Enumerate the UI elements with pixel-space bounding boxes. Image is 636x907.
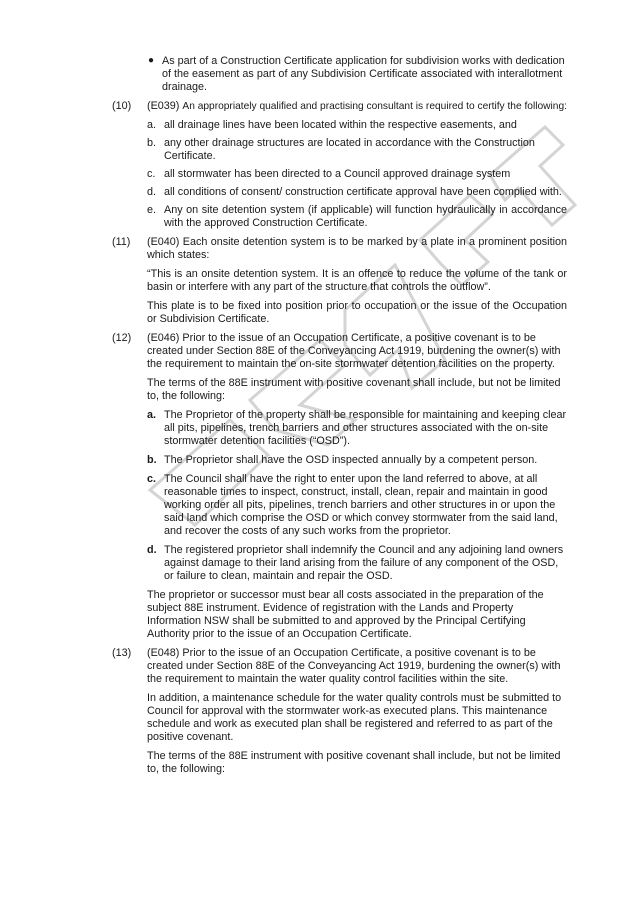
condition-11 xyxy=(112,236,567,326)
condition-number: (12) xyxy=(112,332,132,344)
list-item-text: all conditions of consent/ construction certificate approval have been complied with. xyxy=(164,186,562,198)
list-letter: b. xyxy=(147,454,157,466)
condition-13-terms: The terms of the 88E instrument with positive covenant shall include, but not be limited to, the following: xyxy=(147,750,561,775)
condition-10-list xyxy=(147,119,567,230)
list-item-text: all drainage lines have been located within the respective easements, and xyxy=(164,119,517,131)
list-item xyxy=(147,473,567,538)
list-letter: b. xyxy=(147,137,157,149)
list-item xyxy=(147,168,567,181)
condition-11-quote: “This is an onsite detention system. It is an offence to reduce the volume of the tank or basin or interfere with any part of the structure that controls the outflow”. xyxy=(147,268,567,293)
list-item xyxy=(147,204,567,230)
condition-number: (10) xyxy=(112,100,132,112)
condition-number: (13) xyxy=(112,647,132,659)
list-item xyxy=(147,409,567,448)
condition-12-list xyxy=(147,409,567,583)
intro-bullet xyxy=(112,55,567,94)
condition-12-after: The proprietor or successor must bear all costs associated in the preparation of the subject 88E instrument. Evidence of registration with the Lands and Property Information NSW shall be submitted to and approved by the Principal Certifying Authority prior to the issue of an Occupation Certificate. xyxy=(147,589,544,640)
list-item xyxy=(147,544,567,583)
condition-13 xyxy=(112,647,567,776)
condition-10 xyxy=(112,100,567,230)
condition-13-maintenance: In addition, a maintenance schedule for the water quality controls must be submitted to Council for approval with the stormwater work-as executed plans. This maintenance schedule and work as executed plan shall be registered and referred to as part of the positive covenant. xyxy=(147,692,562,743)
condition-12 xyxy=(112,332,567,641)
condition-12-text: (E046) Prior to the issue of an Occupation Certificate, a positive covenant is to be created under Section 88E of the Conveyancing Act 1919, burdening the owner(s) with the requirement to maintain the on-site stormwater detention facilities on the property. xyxy=(147,332,561,370)
condition-12-terms: The terms of the 88E instrument with positive covenant shall include, but not be limited to, the following: xyxy=(147,377,561,402)
list-letter: a. xyxy=(147,119,157,131)
list-item-text: The Council shall have the right to enter upon the land referred to above, at all reasonable times to inspect, construct, install, clean, repair and maintain in good working order all pits, pipelines, trench barriers and other structures in or upon the said land which comprise the OSD or which convey stormwater from the said land, and recover the costs of any such works from the proprietor. xyxy=(164,473,558,537)
list-item-text: any other drainage structures are located in accordance with the Construction Certificate. xyxy=(164,137,535,162)
list-item-text: The Proprietor shall have the OSD inspected annually by a competent person. xyxy=(164,454,538,466)
list-letter: e. xyxy=(147,204,157,216)
list-item xyxy=(147,454,567,467)
list-letter: a. xyxy=(147,409,157,421)
list-item-text: Any on site detention system (if applicable) will function hydraulically in accordance with the approved Construction Certificate. xyxy=(164,204,567,229)
bullet-icon: ● xyxy=(148,55,155,66)
condition-11-text: (E040) Each onsite detention system is to be marked by a plate in a prominent position which states: xyxy=(147,236,567,261)
intro-bullet-text: As part of a Construction Certificate application for subdivision works with dedication of the easement as part of any Subdivision Certificate associated with interallotment drainage. xyxy=(162,55,565,93)
condition-10-code: (E039) xyxy=(147,100,180,112)
document-body xyxy=(112,55,567,782)
condition-11-after: This plate is to be fixed into position prior to occupation or the issue of the Occupation or Subdivision Certificate. xyxy=(147,300,567,325)
condition-13-text: (E048) Prior to the issue of an Occupation Certificate, a positive covenant is to be created under Section 88E of the Conveyancing Act 1919, burdening the owner(s) with the requirement to maintain the water quality control facilities within the site. xyxy=(147,647,561,685)
list-letter: c. xyxy=(147,168,156,180)
condition-10-text xyxy=(147,100,567,113)
list-letter: d. xyxy=(147,186,157,198)
list-item xyxy=(147,119,567,132)
condition-10-body: An appropriately qualified and practising consultant is required to certify the following: xyxy=(182,101,567,112)
list-item-text: The registered proprietor shall indemnify the Council and any adjoining land owners against damage to their land arising from the failure of any component of the OSD, or failure to clean, maintain and repair the OSD. xyxy=(164,544,564,582)
list-item-text: The Proprietor of the property shall be responsible for maintaining and keeping clear all pits, pipelines, trench barriers and other structures associated with the on-site stormwater detention facilities (“OSD”). xyxy=(164,409,567,447)
list-letter: c. xyxy=(147,473,157,485)
list-item-text: all stormwater has been directed to a Council approved drainage system xyxy=(164,168,511,180)
condition-number: (11) xyxy=(112,236,131,248)
list-item xyxy=(147,137,567,163)
list-letter: d. xyxy=(147,544,157,556)
list-item xyxy=(147,186,567,199)
